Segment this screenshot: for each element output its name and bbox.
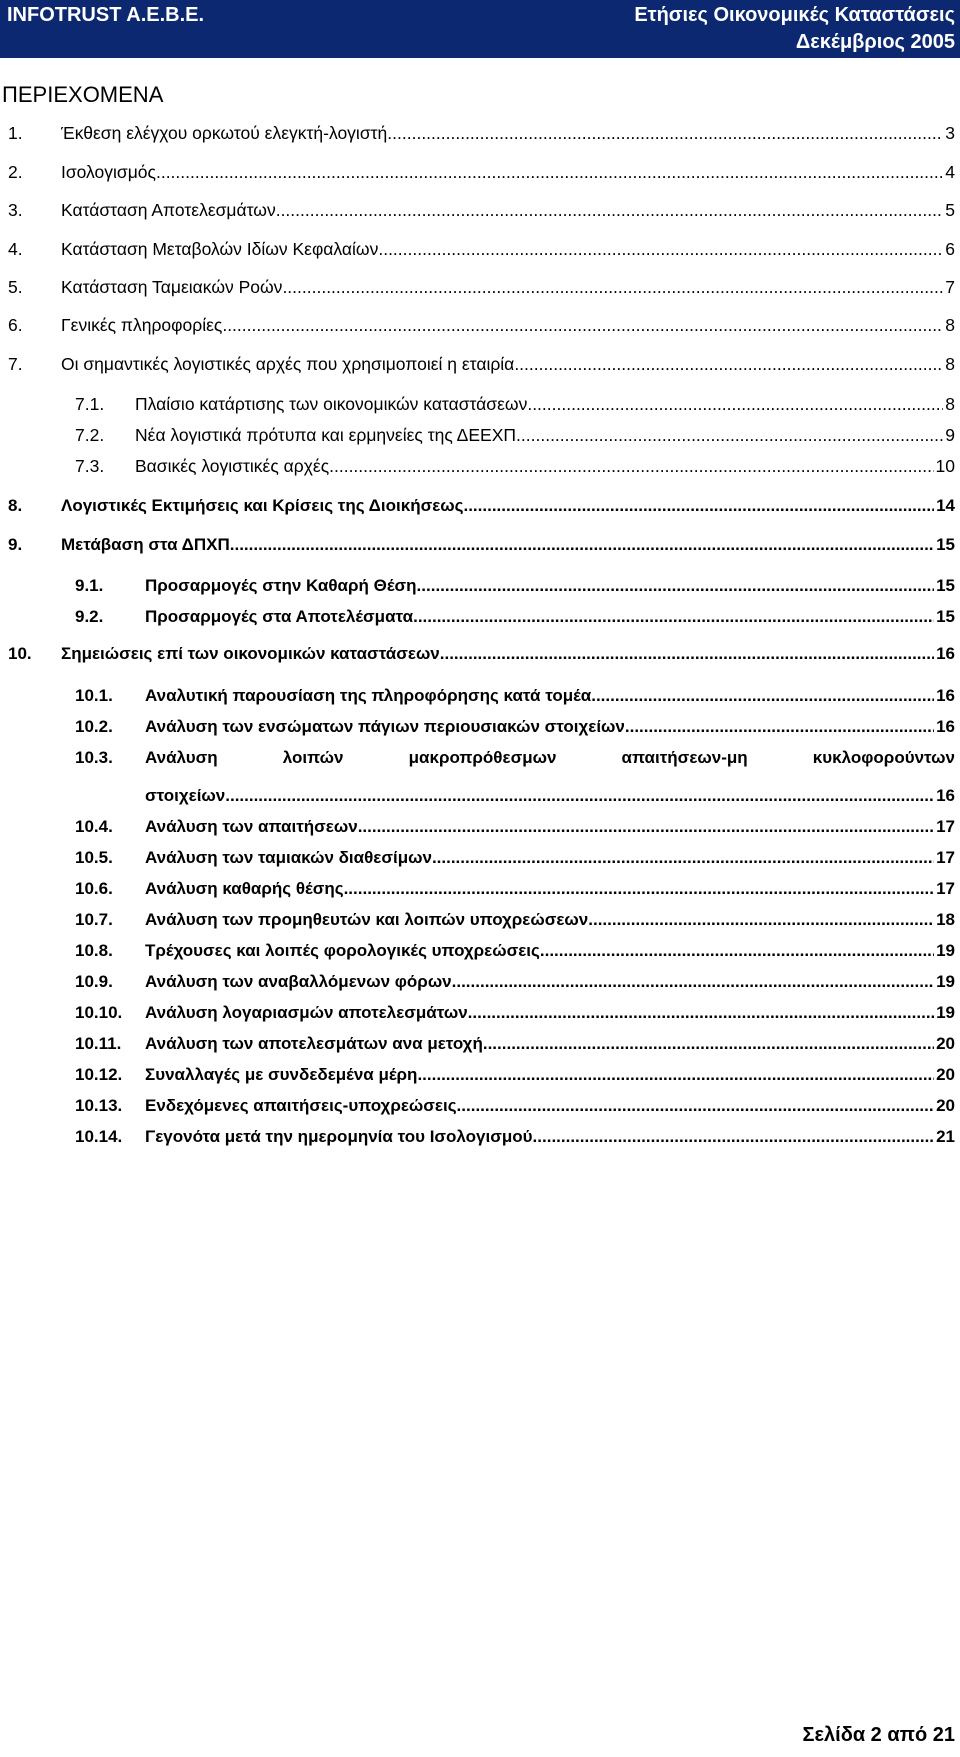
toc-entry-page: 5 [945, 200, 955, 220]
toc-leader [276, 198, 944, 222]
toc-entry-text: Ενδεχόμενες απαιτήσεις-υποχρεώσεις [145, 1096, 457, 1115]
toc-entry-number: 10.1. [75, 686, 113, 705]
toc-entry-text: Ανάλυση των αποτελεσμάτων ανα μετοχή [145, 1034, 483, 1053]
toc-entry-text-continued: στοιχείων [145, 786, 226, 805]
toc-entry-number: 4. [8, 239, 23, 259]
toc-leader [378, 237, 943, 261]
toc-entry-page: 10 [935, 456, 955, 476]
toc-leader [358, 815, 934, 839]
toc-subentry[interactable] [75, 574, 955, 598]
toc-subentry[interactable] [75, 605, 955, 629]
toc-leader [452, 970, 934, 994]
toc-subentry[interactable] [75, 939, 955, 963]
toc-entry[interactable] [8, 237, 955, 261]
toc-leader [468, 1001, 934, 1025]
toc-entry-text: Μετάβαση στα ΔΠΧΠ [61, 535, 230, 554]
toc-entry-page: 17 [936, 848, 955, 867]
toc-entry-page: 8 [945, 315, 955, 335]
toc-entry-page: 19 [936, 941, 955, 960]
toc-entry-number: 10.2. [75, 717, 113, 736]
toc-entry-page: 15 [936, 607, 955, 626]
toc-entry-page: 14 [936, 496, 955, 515]
toc-entry-text: Νέα λογιστικά πρότυπα και ερμηνείες της ΔΕΕΧΠ [135, 425, 517, 445]
toc-leader [417, 1063, 934, 1087]
toc-entry-number: 2. [8, 162, 23, 182]
toc-entry-text: Λογιστικές Εκτιμήσεις και Κρίσεις της Διοικήσεως [61, 496, 464, 515]
toc-entry-text: Κατάσταση Μεταβολών Ιδίων Κεφαλαίων [61, 239, 379, 259]
toc-subentry[interactable] [75, 454, 955, 478]
toc-leader [440, 642, 934, 666]
toc-subentry[interactable] [75, 877, 955, 901]
toc-entry[interactable] [8, 494, 955, 518]
toc-entry-text: Έκθεση ελέγχου ορκωτού ελεγκτή-λογιστή [61, 123, 388, 143]
toc-subentry[interactable] [75, 715, 955, 739]
toc-entry-number: 10.3. [75, 748, 113, 767]
toc-entry-number: 7.2. [75, 425, 105, 445]
toc-entry-page: 8 [945, 354, 955, 374]
toc-entry[interactable] [8, 275, 955, 299]
toc-subentry[interactable] [75, 423, 955, 447]
toc-entry-number: 10.14. [75, 1127, 123, 1146]
toc-entry[interactable] [8, 160, 955, 184]
toc-entry-text: Οι σημαντικές λογιστικές αρχές που χρησιμοποιεί η εταιρία [61, 354, 515, 374]
toc-subentry[interactable] [75, 1125, 955, 1149]
page-number-footer: Σελίδα 2 από 21 [802, 1724, 955, 1746]
toc-entry-text: Ανάλυση των απαιτήσεων [145, 817, 358, 836]
toc-subentry[interactable] [75, 684, 955, 708]
toc-entry-text: Ανάλυση καθαρής θέσης [145, 879, 344, 898]
toc-entry-number: 10.8. [75, 941, 113, 960]
toc-entry-text: Πλαίσιο κατάρτισης των οικονομικών καταστάσεων [135, 394, 528, 414]
toc-entry-page: 17 [936, 879, 955, 898]
toc-entry-text: Ανάλυση των ταμιακών διαθεσίμων [145, 848, 432, 867]
toc-entry[interactable] [8, 642, 955, 666]
toc-entry-page: 16 [936, 686, 955, 705]
toc-leader [463, 494, 934, 518]
toc-leader [527, 392, 943, 416]
toc-leader [457, 1094, 935, 1118]
toc-subentry[interactable] [75, 1063, 955, 1087]
company-name: INFOTRUST A.E.B.E. [7, 4, 205, 26]
toc-entry-number: 6. [8, 315, 23, 335]
toc-subentry[interactable] [75, 908, 955, 932]
toc-entry-number: 9.1. [75, 576, 104, 595]
toc-entry-number: 7. [8, 354, 23, 374]
toc-entry[interactable] [8, 352, 955, 376]
toc-leader [516, 423, 943, 447]
toc-entry-number: 10.5. [75, 848, 113, 867]
toc-entry-page: 15 [936, 576, 955, 595]
toc-entry-text: Ανάλυση λογαριασμών αποτελεσμάτων [145, 1003, 468, 1022]
toc-entry-number: 10.12. [75, 1065, 123, 1084]
toc-entry-text: Ανάλυση των προμηθευτών και λοιπών υποχρεώσεων [145, 910, 589, 929]
toc-entry-number: 10.4. [75, 817, 113, 836]
toc-leader [588, 908, 934, 932]
toc-entry-text: Ανάλυση των ενσώματων πάγιων περιουσιακών στοιχείων [145, 717, 625, 736]
page-header [0, 0, 960, 58]
toc-leader [156, 160, 943, 184]
toc-entry[interactable] [8, 121, 955, 145]
toc-leader [222, 313, 943, 337]
toc-entry-text: Κατάσταση Ταμειακών Ροών [61, 277, 283, 297]
toc-entry-number: 10.10. [75, 1003, 123, 1022]
toc-subentry[interactable] [75, 746, 955, 808]
toc-subentry[interactable] [75, 815, 955, 839]
toc-entry-number: 7.3. [75, 456, 105, 476]
toc-entry-page: 18 [936, 910, 955, 929]
toc-entry-page: 8 [945, 394, 955, 414]
toc-leader [344, 877, 935, 901]
toc-entry-page: 20 [936, 1034, 955, 1053]
toc-entry-text: Ανάλυση των αναβαλλόμενων φόρων [145, 972, 452, 991]
toc-entry-number: 1. [8, 123, 23, 143]
toc-entry-page: 7 [945, 277, 955, 297]
toc-leader [514, 352, 943, 376]
toc-entry-text: Γενικές πληροφορίες [61, 315, 223, 335]
toc-entry-text: Αναλυτική παρουσίαση της πληροφόρησης κατά τομέα [145, 686, 592, 705]
toc-heading: ΠΕΡΙΕΧΟΜΕΝΑ [2, 82, 164, 107]
toc-leader [329, 454, 933, 478]
toc-subentry[interactable] [75, 846, 955, 870]
toc-entry-text: Ισολογισμός [61, 162, 156, 182]
toc-leader [625, 715, 934, 739]
toc-entry[interactable] [8, 313, 955, 337]
toc-leader [533, 1125, 935, 1149]
toc-subentry[interactable] [75, 392, 955, 416]
toc-entry-number: 9. [8, 535, 23, 554]
toc-entry-page: 15 [936, 535, 955, 554]
toc-subentry[interactable] [75, 1001, 955, 1025]
toc-entry-number: 10.9. [75, 972, 113, 991]
toc-entry-page: 19 [936, 972, 955, 991]
toc-entry-page: 4 [945, 162, 955, 182]
toc-entry-text: Προσαρμογές στην Καθαρή Θέση [145, 576, 417, 595]
toc-entry-number: 10.6. [75, 879, 113, 898]
toc-entry-text: Σημειώσεις επί των οικονομικών καταστάσεων [61, 644, 440, 663]
toc-entry-number: 3. [8, 200, 23, 220]
toc-entry-page: 3 [945, 123, 955, 143]
toc-entry-page: 21 [936, 1127, 955, 1146]
toc-entry-number: 10.13. [75, 1096, 123, 1115]
toc-entry[interactable] [8, 198, 955, 222]
toc-entry-number: 10.11. [75, 1034, 122, 1053]
toc-leader [387, 121, 943, 145]
toc-leader [483, 1032, 934, 1056]
toc-subentry[interactable] [75, 970, 955, 994]
toc-entry-number: 10. [8, 644, 32, 663]
toc-entry-number: 5. [8, 277, 23, 297]
toc-leader [230, 533, 934, 557]
toc-entry-text: Βασικές λογιστικές αρχές [135, 456, 330, 476]
toc-entry-text: Κατάσταση Αποτελεσμάτων [61, 200, 276, 220]
toc-subentry[interactable] [75, 1032, 955, 1056]
toc-entry-number: 8. [8, 496, 23, 515]
toc-entry-text: Γεγονότα μετά την ημερομηνία του Ισολογισμού [145, 1127, 533, 1146]
toc-entry-text: Τρέχουσες και λοιπές φορολογικές υποχρεώσεις [145, 941, 540, 960]
toc-leader [282, 275, 943, 299]
toc-leader [417, 574, 935, 598]
toc-leader [413, 605, 934, 629]
toc-entry-number: 10.7. [75, 910, 113, 929]
toc-subentry[interactable] [75, 1094, 955, 1118]
toc-entry-text: Προσαρμογές στα Αποτελέσματα [145, 607, 414, 626]
toc-entry-page: 20 [936, 1096, 955, 1115]
toc-entry-text: Ανάλυση λοιπών μακροπρόθεσμων απαιτήσεων-μη κυκλοφορούντων [145, 748, 955, 767]
document-date: Δεκέμβριος 2005 [795, 31, 955, 53]
toc-entry-page: 20 [936, 1065, 955, 1084]
toc-entry-number: 9.2. [75, 607, 104, 626]
toc-entry-number: 7.1. [75, 394, 105, 414]
toc-entry-page: 16 [936, 786, 955, 805]
toc-leader [225, 784, 934, 808]
toc-leader [432, 846, 934, 870]
toc-entry-page: 6 [945, 239, 955, 259]
toc-entry-page: 16 [936, 717, 955, 736]
toc-entry[interactable] [8, 533, 955, 557]
toc-entry-page: 16 [936, 644, 955, 663]
document-title: Ετήσιες Οικονομικές Καταστάσεις [634, 4, 955, 26]
toc-entry-text: Συναλλαγές με συνδεδεμένα μέρη [145, 1065, 418, 1084]
toc-leader [591, 684, 934, 708]
toc-entry-page: 19 [936, 1003, 955, 1022]
toc-leader [540, 939, 934, 963]
toc-entry-page: 17 [936, 817, 955, 836]
toc-entry-page: 9 [945, 425, 955, 445]
